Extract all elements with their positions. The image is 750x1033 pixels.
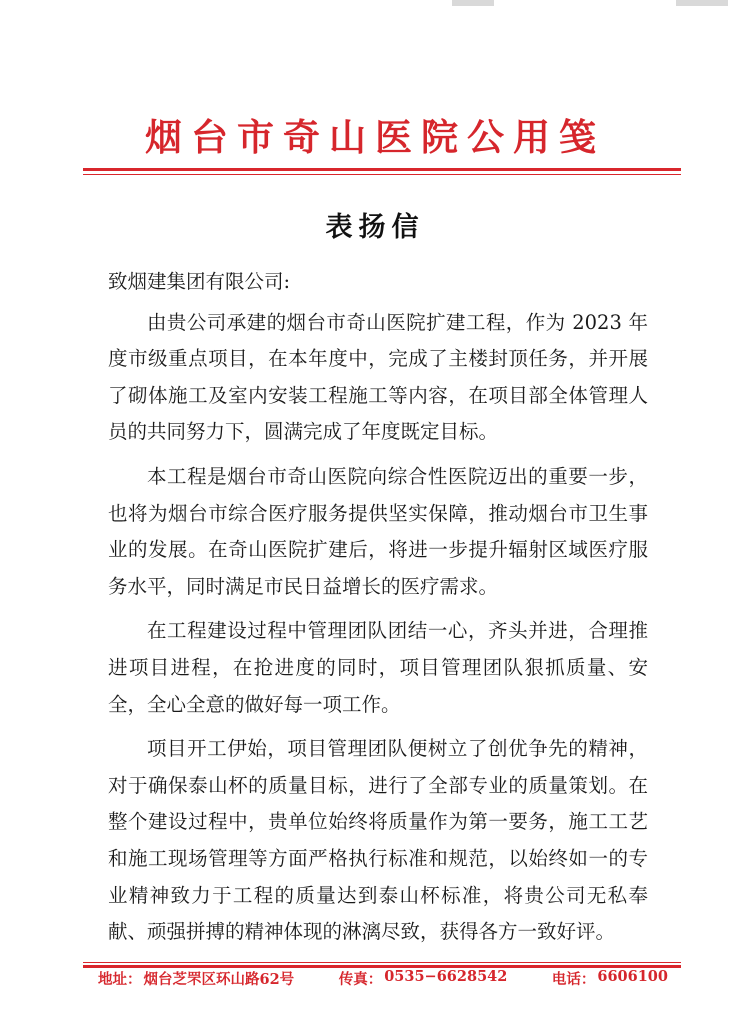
address-label: 地址： [98,970,142,988]
paragraph-1: 由贵公司承建的烟台市奇山医院扩建工程，作为 2023 年度市级重点项目，在本年度中，完成了主楼封顶任务，并开展了砌体施工及室内安装工程施工等内容，在项目部全体管理人员的共同努力下，圆满完成了年度既定目标。 [108,310,648,444]
fax-value: 0535−6628542 [384,967,508,985]
footer-address [98,968,294,989]
paragraph-3: 在工程建设过程中管理团队团结一心，齐头并进，合理推进项目进程，在抢进度的同时，项目管理团队狠抓质量、安全，全心全意的做好每一项工作。 [108,619,648,716]
document-title: 表扬信 [325,212,425,243]
footer-rule-thin [83,962,681,963]
phone-value: 6606100 [597,967,668,985]
letterhead-rule-thin [83,174,681,175]
salutation: 致烟建集团有限公司: [108,270,291,293]
footer-fax [339,968,508,989]
phone-label: 电话： [551,970,596,988]
paragraph-4: 项目开工伊始，项目管理团队便树立了创优争先的精神，对于确保泰山杯的质量目标，进行了全部专业的质量策划。在整个建设过程中，贵单位始终将质量作为第一要务，施工工艺和施工现场管理等方面严格执行标准和规范，以始终如一的专业精神致力于工程的质量达到泰山杯标准，将贵公司无私奉献、顽强拼搏的精神体现的淋漓尽致，获得各方一致好评。 [108,737,648,944]
letter-body [108,264,648,959]
letterhead-rule-thick [83,168,681,171]
letterhead-title: 烟台市奇山医院公用笺 [145,115,605,159]
scan-mark-right [676,0,728,6]
scan-mark-left [452,0,494,6]
footer-phone [552,968,668,989]
paragraph-2: 本工程是烟台市奇山医院向综合性医院迈出的重要一步，也将为烟台市综合医疗服务提供坚实保障，推动烟台市卫生事业的发展。在奇山医院扩建后，将进一步提升辐射区域医疗服务水平，同时满足市民日益增长的医疗需求。 [108,464,648,598]
fax-label: 传真： [338,970,383,988]
address-value: 烟台芝罘区环山路62号 [143,970,295,988]
letterhead-footer [98,964,668,992]
